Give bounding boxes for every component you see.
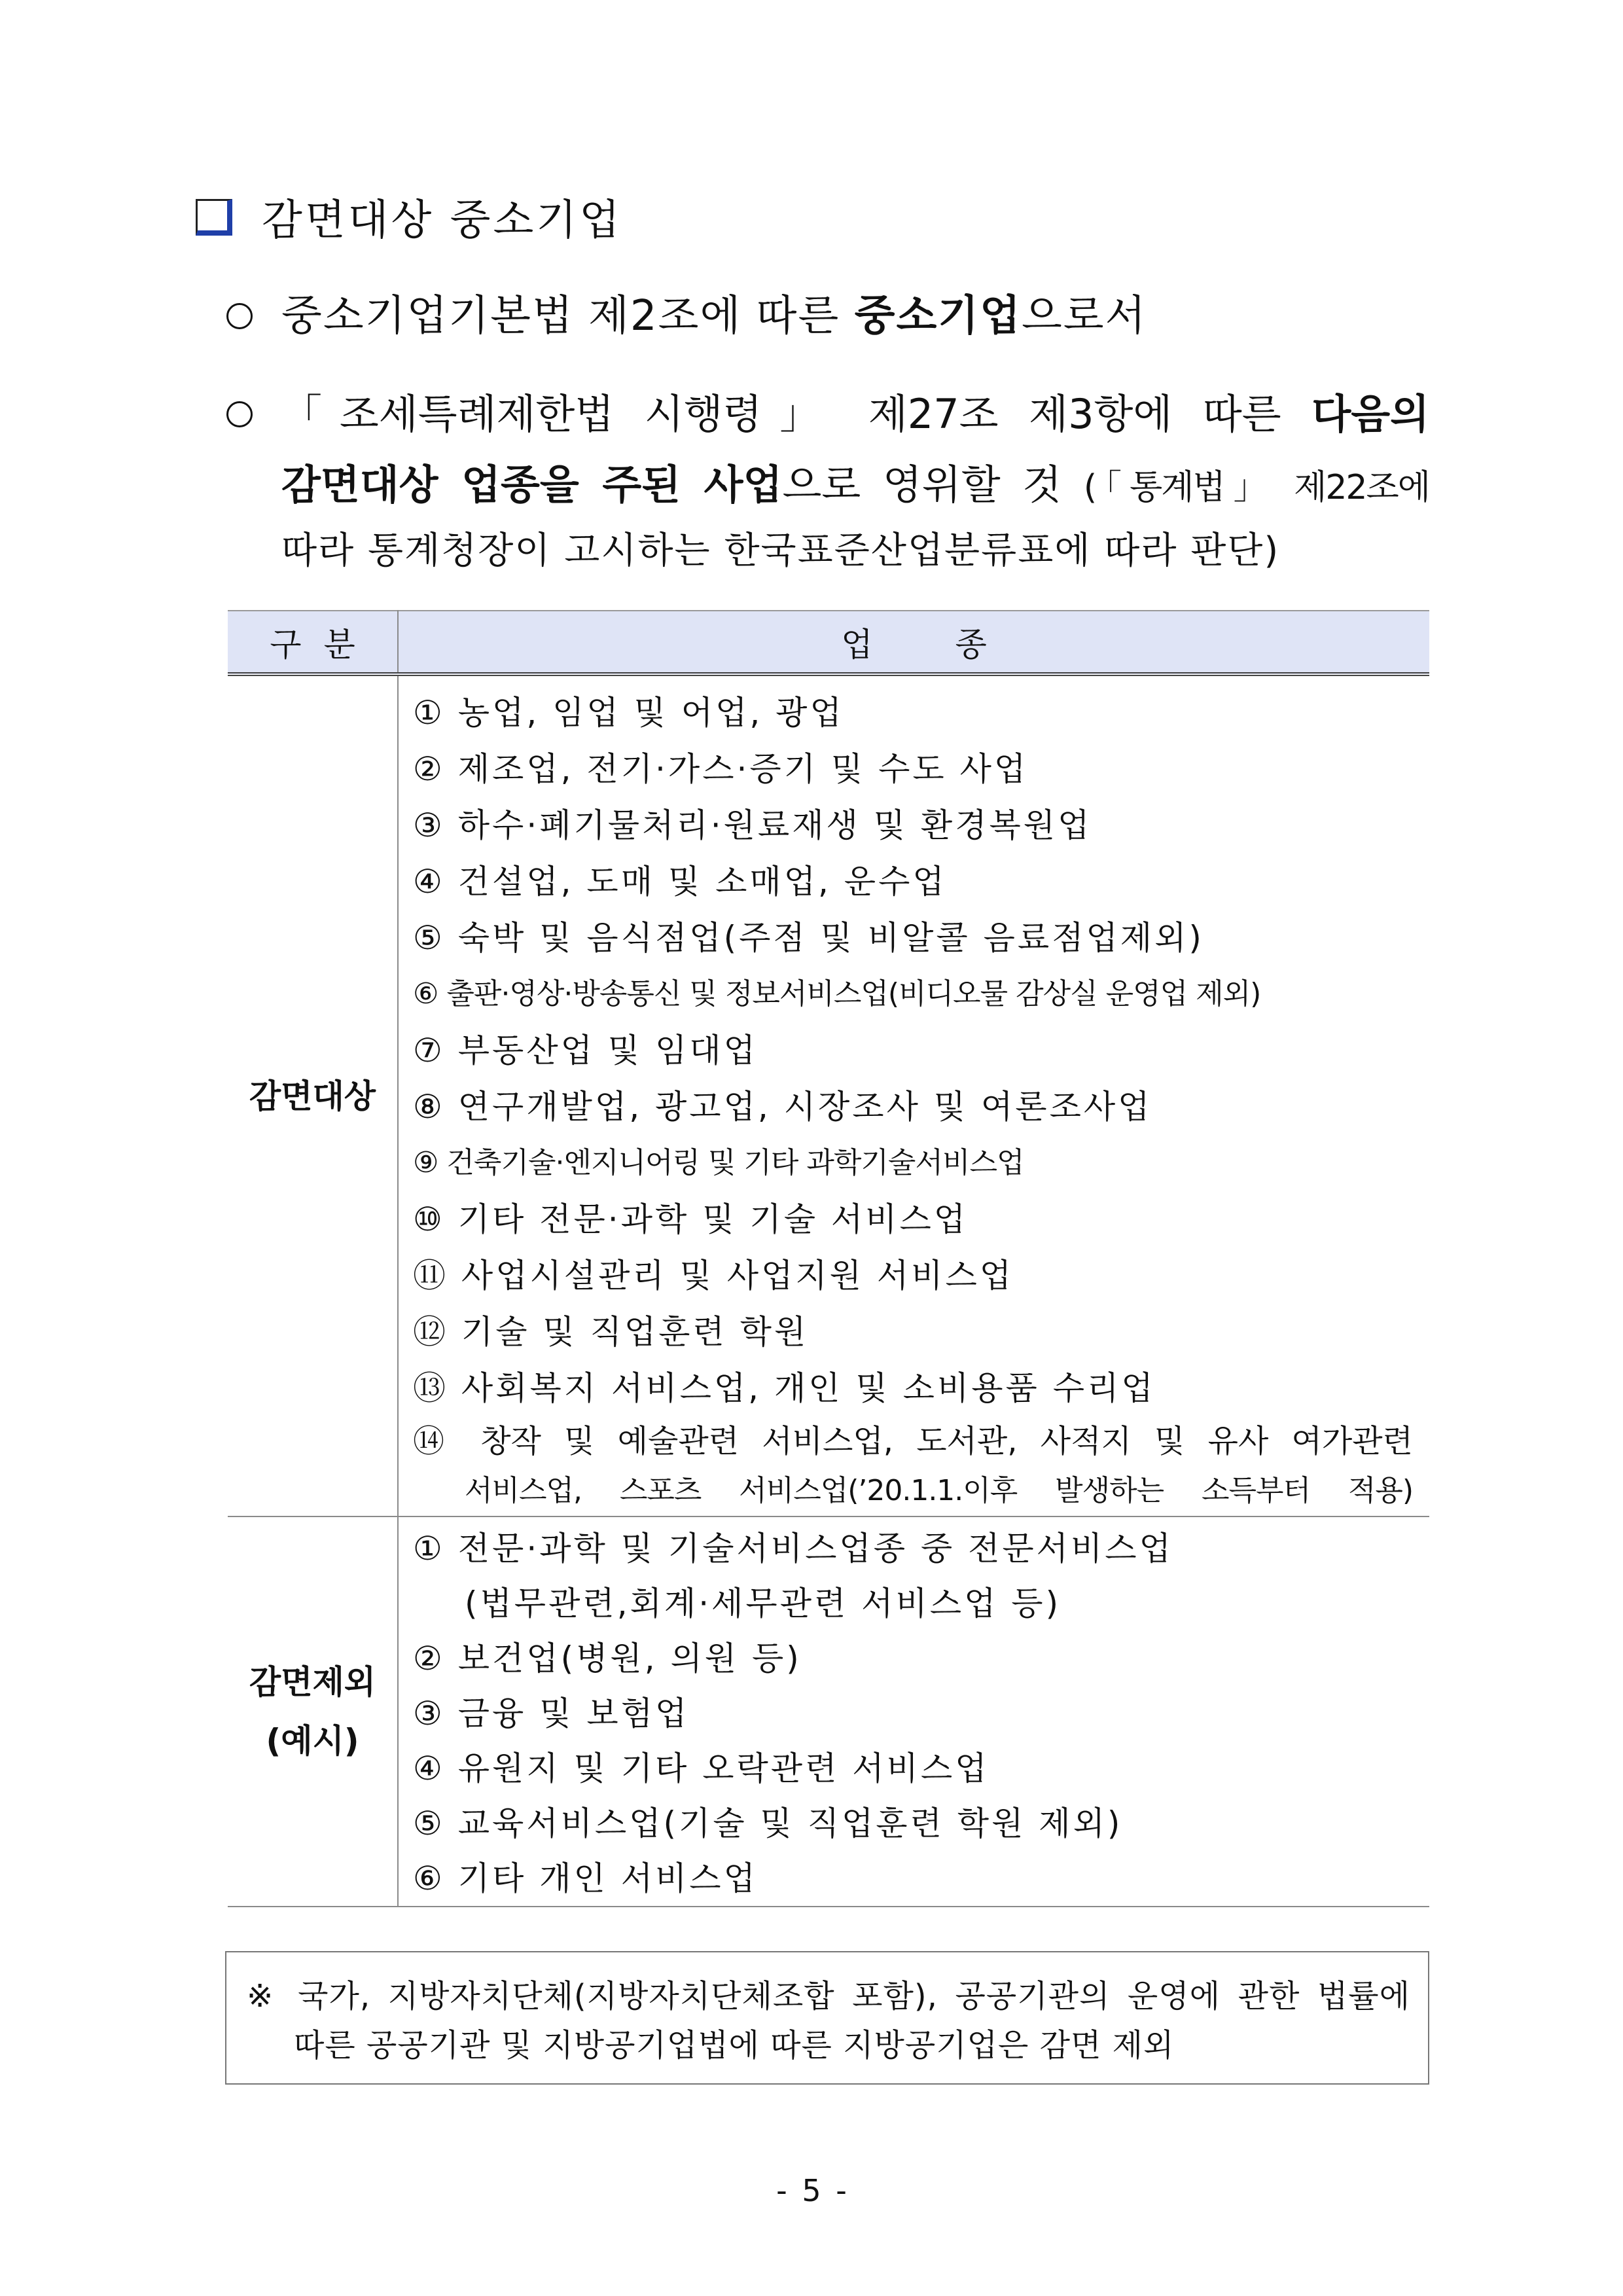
circle-bullet-icon [226,401,253,427]
list-item: ④ 건설업, 도매 및 소매업, 운수업 [413,863,947,901]
list-item: ④ 유원지 및 기타 오락관련 서비스업 [413,1749,990,1787]
table-row [228,1516,1429,1907]
criterion-1 [281,283,1429,349]
criterion-1-text: 중소기업기본법 제2조에 따른 [281,292,855,340]
industry-table-grid [228,610,1429,1907]
note-box [225,1951,1429,2085]
note-line-2: 따른 공공기관 및 지방공기업법에 따른 지방공기업은 감면 제외 [294,2027,1175,2064]
list-item: ⑬ 사회복지 서비스업, 개인 및 소비용품 수리업 [413,1369,1156,1407]
list-item: ⑨ 건축기술·엔지니어링 및 기타 과학기술서비스업 [413,1146,1024,1179]
criterion-2-text: 「조세특례제한법 시행령」 제27조 제3항에 따른 [281,390,1312,438]
criterion-2-line-2 [281,452,1429,518]
list-item: ⑥ 출판·영상·방송통신 및 정보서비스업(비디오물 감상실 운영업 제외) [413,977,1261,1011]
criterion-2-text-2: 으로 영위할 것 [782,461,1084,509]
table-header-row [228,611,1429,674]
list-item: ② 보건업(병원, 의원 등) [413,1640,802,1677]
criterion-1-emphasis: 중소기업 [854,292,1022,340]
circle-bullet-icon [226,303,253,329]
list-item-continued: 서비스업, 스포츠 서비스업(’20.1.1.이후 발생하는 소득부터 적용) [465,1474,1413,1507]
list-item: ⑦ 부동산업 및 임대업 [413,1031,758,1069]
list-item: ⑭ 창작 및 예술관련 서비스업, 도서관, 사적지 및 유사 여가관련 [413,1423,1413,1460]
note-line-1: ※ 국가, 지방자치단체(지방자치단체조합 포함), 공공기관의 운영에 관한 법률에 [247,1978,1410,2015]
row-items-excluded [398,1516,1429,1907]
list-item: ① 전문·과학 및 기술서비스업종 중 전문서비스업 [413,1530,1173,1568]
list-item: ① 농업, 임업 및 어업, 광업 [413,694,844,732]
list-item: ③ 금융 및 보험업 [413,1695,690,1732]
page-number: - 5 - [776,2173,847,2208]
row-category-excluded [228,1516,398,1907]
row-items-eligible [398,674,1429,1516]
criterion-2-line-3: 따라 통계청장이 고시하는 한국표준산업분류표에 따라 판단) [281,529,1280,572]
row-category-note: (예시) [266,1722,359,1760]
list-item: ⑧ 연구개발업, 광고업, 시장조사 및 여론조사업 [413,1088,1152,1126]
list-item: ⑤ 교육서비스업(기술 및 직업훈련 학원 제외) [413,1804,1123,1842]
list-item: ⑩ 기타 전문·과학 및 기술 서비스업 [413,1200,969,1238]
criterion-2-emphasis-2: 감면대상 업종을 주된 사업 [281,461,783,509]
list-item: ② 제조업, 전기·가스·증기 및 수도 사업 [413,750,1029,788]
checkbox-square-icon [196,199,232,236]
criterion-2-emphasis: 다음의 [1311,390,1429,438]
row-category-label: 감면제외 [249,1663,376,1701]
list-item-continued: (법무관련,회계·세무관련 서비스업 등) [465,1585,1061,1623]
list-item: ③ 하수·폐기물처리·원료재생 및 환경복원업 [413,806,1092,844]
criterion-2-reference: (「통계법」 제22조에 [1083,468,1429,507]
criterion-2-line-1 [281,382,1429,447]
industry-table [228,610,1429,1907]
row-category-eligible: 감면대상 [228,674,398,1516]
table-row [228,674,1429,1516]
header-category: 구 분 [228,611,398,674]
list-item: ⑫ 기술 및 직업훈련 학원 [413,1313,809,1351]
list-item: ⑪ 사업시설관리 및 사업지원 서비스업 [413,1257,1014,1295]
criterion-1-suffix: 으로서 [1021,292,1147,340]
header-industry: 업 종 [398,611,1429,674]
section-title: 감면대상 중소기업 [262,196,622,245]
list-item: ⑥ 기타 개인 서비스업 [413,1859,758,1897]
list-item: ⑤ 숙박 및 음식점업(주점 및 비알콜 음료점업제외) [413,919,1204,957]
